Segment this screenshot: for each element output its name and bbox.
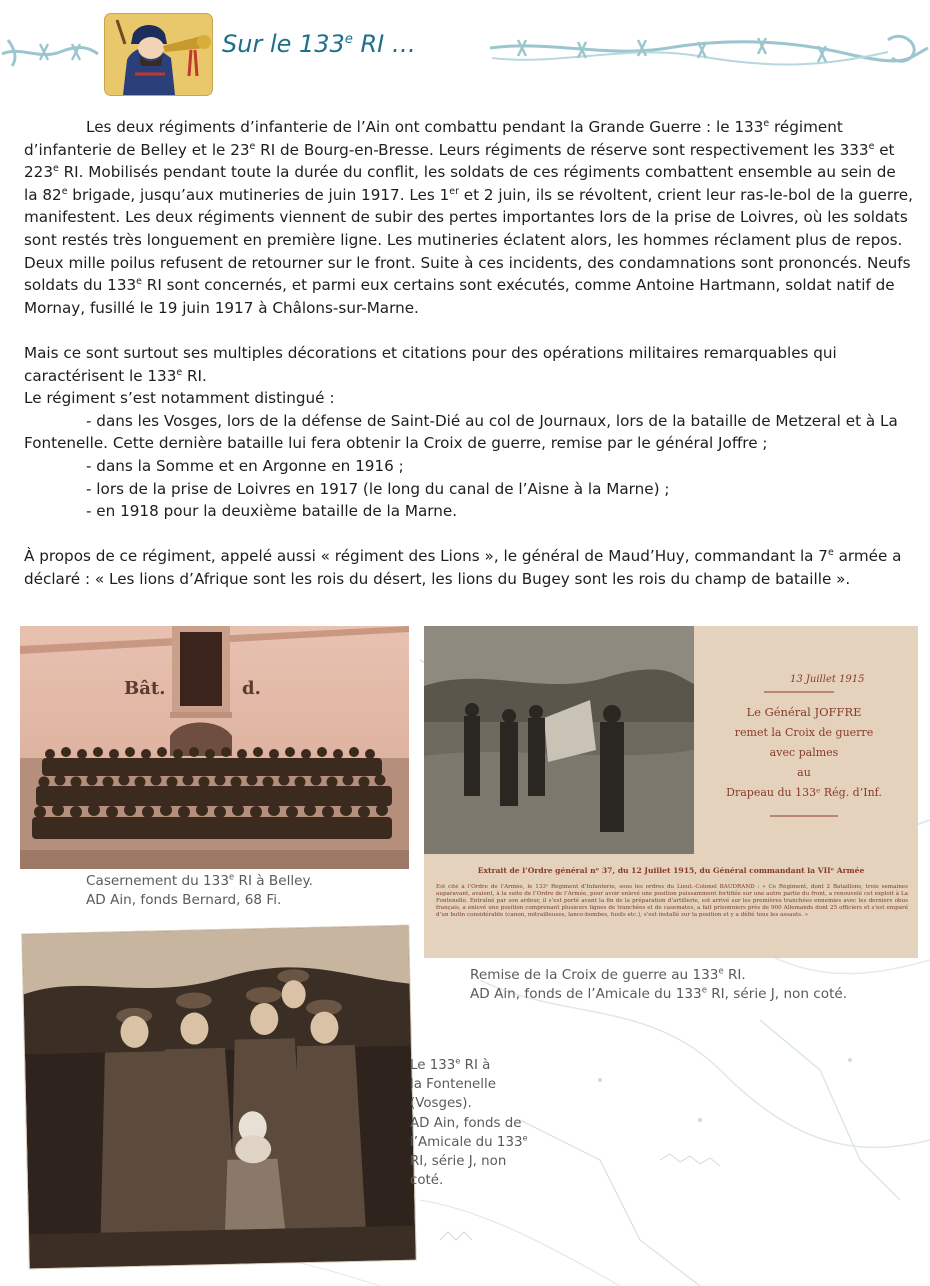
- card-line: au: [797, 766, 811, 779]
- photo-barracks: [20, 626, 409, 869]
- card-line: avec palmes: [769, 746, 839, 759]
- list-item: - en 1918 pour la deuxième bataille de la Marne.: [86, 502, 458, 521]
- extract-body: Est cité à l’Ordre de l’Armée, le 133ᵉ Régiment d’Infanterie, sous les ordres du Lieut.-Colonel BAUDRAND : « Ce Régiment, dont 2 Bataillons, trois semaines auparavant, avaient, à la suite de l’Ordre de l’Armée, pour avoir enlevé une position puissamment fortifiée sur une autre partie du front, a renouvelé cet exploit à La Fontenelle. Entraîné par son ardeur, il s’est porté avant la fin de la préparation d’artillerie, est arrivé sur les premières tranchées ennemies avec les derniers obus français, a enlevé une position comprenant plusieurs lignes de tranchées et de casemates, a fait prisonniers près de 900 Allemands dont 25 officiers et s’est emparé d’un butin considérable (canon, mitrailleuses, lance-bombes, fusils etc.), s’est installé sur la position et y a défié tous les assauts. »: [436, 884, 908, 918]
- barbed-wire-right-icon: [488, 18, 930, 78]
- extract-title: Extrait de l’Ordre général nᵒ 37, du 12 Juillet 1915, du Général commandant la VIIᵉ Armée: [477, 866, 865, 875]
- caption-croix-de-guerre: Remise de la Croix de guerre au 133e RI. AD Ain, fonds de l’Amicale du 133e RI, série J, non coté.: [470, 965, 848, 1002]
- barbed-wire-left-icon: [0, 18, 100, 78]
- list-item: - dans les Vosges, lors de la défense de Saint-Dié au col de Journaux, lors de la bataille de Metzeral et à La Fontenelle. Cette dernière bataille lui fera obtenir la Croix de guerre, remise par le général Joffre ;: [24, 411, 898, 453]
- card-date: 13 Juillet 1915: [790, 674, 865, 685]
- paragraph-quote: À propos de ce régiment, appelé aussi « régiment des Lions », le général de Maud’Huy, commandant la 7e armée a déclaré : « Les lions d’Afrique sont les rois du désert, les lions du Bugey sont les rois du champ de bataille ».: [24, 547, 902, 588]
- bugler-illustration-icon: [105, 14, 212, 95]
- card-line: remet la Croix de guerre: [734, 726, 874, 739]
- list-item: - lors de la prise de Loivres en 1917 (le long du canal de l’Aisne à la Marne) ;: [86, 479, 670, 498]
- card-line: Le Général JOFFRE: [746, 705, 862, 719]
- page-title: Sur le 133e RI …: [222, 30, 416, 58]
- sign-d-label: d.: [242, 678, 261, 699]
- paragraph-distinctions: Le régiment s’est notamment distingué :: [24, 389, 335, 408]
- body-text: [24, 116, 914, 590]
- paragraph-decorations: Mais ce sont surtout ses multiples décorations et citations pour des opérations militaires remarquables qui caractérisent le 133e RI.: [24, 343, 837, 385]
- list-item: - dans la Somme et en Argonne en 1916 ;: [86, 456, 404, 475]
- sign-bat-label: Bât.: [124, 678, 166, 699]
- photo-fontenelle: [22, 926, 415, 1269]
- card-line: Drapeau du 133ᵉ Rég. d’Inf.: [726, 786, 882, 799]
- caption-fontenelle-text: Le 133e RI à la Fontenelle (Vosges). AD Ain, fonds de l’Amicale du 133e RI, série J, non coté.: [410, 1055, 528, 1189]
- caption-barracks: Casernement du 133e RI à Belley. AD Ain, fonds Bernard, 68 Fi.: [86, 871, 313, 908]
- caption-fontenelle: [410, 1056, 550, 1190]
- paragraph-intro: Les deux régiments d’infanterie de l’Ain ont combattu pendant la Grande Guerre : le 133e régiment d’infanterie de Belley et le 23e RI de Bourg-en-Bresse. Leurs régiments de réserve sont respectivement les 333e et 223e RI. Mobilisés pendant toute la durée du conflit, les soldats de ces régiments combattent ensemble au sein de la 82e brigade, jusqu’aux mutineries de juin 1917. Les 1er et 2 juin, ils se révoltent, crient leur ras-le-bol de la guerre, manifestent. Les deux régiments viennent de subir des pertes importantes lors de la prise de Loivres, où les soldats sont restés très longuement en première ligne. Les mutineries éclatent alors, les hommes réclament plus de repos. Deux mille poilus refusent de retourner sur le front. Suite à ces incidents, des condamnations sont prononcés. Neufs soldats du 133e RI sont concernés, et parmi eux certains sont exécutés, comme Antoine Hartmann, soldat natif de Mornay, fusillé le 19 juin 1917 à Châlons-sur-Marne.: [24, 117, 913, 317]
- photo-croix-de-guerre: [424, 626, 918, 958]
